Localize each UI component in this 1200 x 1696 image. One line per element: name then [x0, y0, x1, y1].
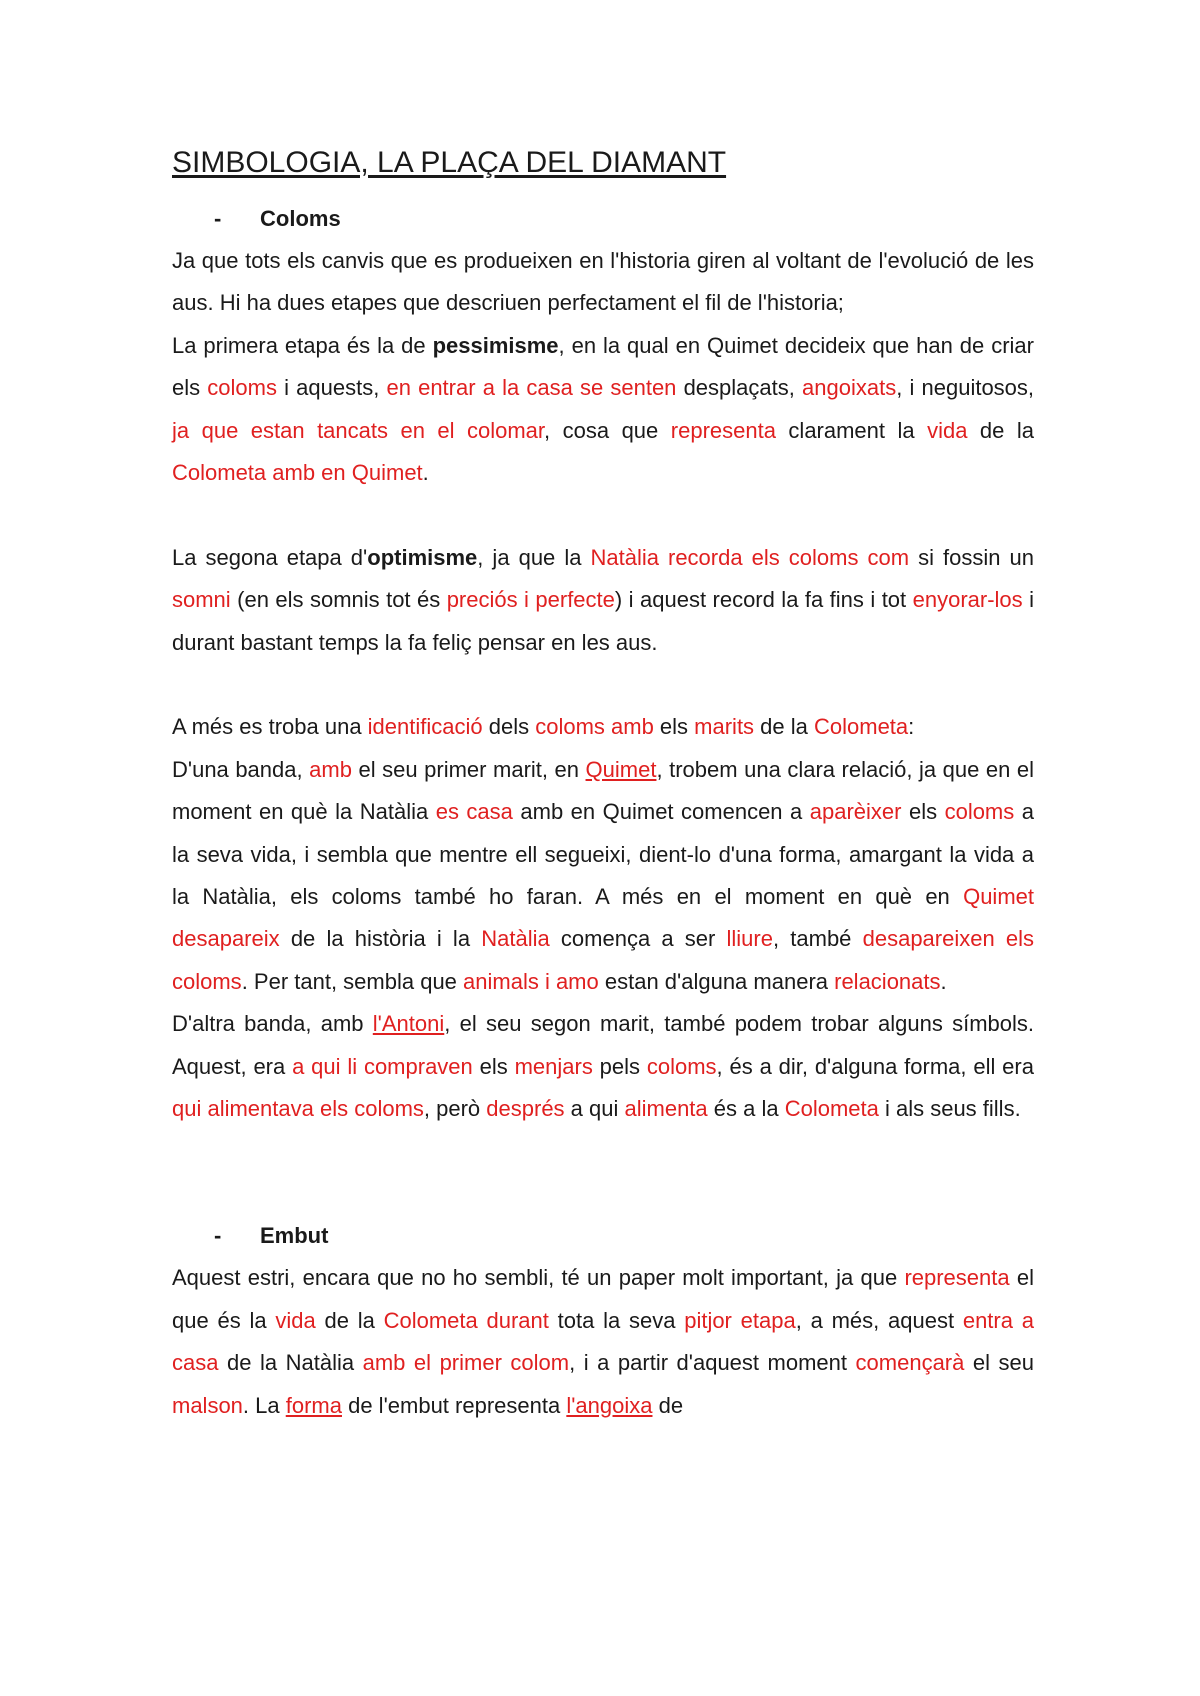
text-run: . Per tant, sembla que	[241, 968, 464, 994]
highlighted-text: a qui li compraven	[292, 1053, 473, 1079]
highlighted-text: malson	[172, 1392, 243, 1418]
text-run: a qui	[564, 1096, 625, 1122]
highlighted-text: preciós i perfecte	[446, 587, 615, 613]
highlighted-text: animals i amo	[463, 968, 599, 994]
section-heading-text: Embut	[260, 1223, 329, 1249]
text-run: La primera etapa és la de	[172, 332, 433, 358]
highlighted-text: Natàlia recorda els coloms com	[590, 544, 910, 570]
text-run: , i neguitosos,	[896, 375, 1035, 401]
text-run: :	[908, 714, 915, 740]
text-run: Ja que tots els canvis que es produeixen en l'historia giren al voltant de l'evolució de les aus. Hi ha dues etapes que descriuen perfectament el fil de l'historia;	[172, 248, 1034, 316]
text-run: de l'embut representa	[341, 1392, 567, 1418]
text-run: a la seva vida, i sembla que mentre ell segueixi, dient-lo d'una forma, amargant la vida a la Natàlia, els coloms també ho faran. A més en el moment en què en	[172, 799, 1034, 910]
paragraph	[172, 240, 1034, 325]
text-run: i als seus fills.	[878, 1096, 1021, 1122]
blank-line	[172, 664, 1034, 706]
text-run: el que és la	[172, 1265, 1034, 1333]
text-run: estan d'alguna manera	[598, 968, 835, 994]
highlighted-text: representa	[904, 1265, 1010, 1291]
highlighted-text: després	[486, 1096, 565, 1122]
text-run: el seu	[964, 1350, 1034, 1376]
highlighted-text: marits	[694, 714, 755, 740]
highlighted-text: Quimet desapareix	[172, 884, 1034, 952]
highlighted-text: amb	[309, 756, 352, 782]
highlighted-text: angoixats	[802, 375, 897, 401]
text-run: , ja que la	[477, 544, 591, 570]
text-run: si fossin un	[909, 544, 1034, 570]
blank-line	[172, 494, 1034, 536]
text-run: .	[940, 968, 947, 994]
text-run: , a més, aquest	[795, 1307, 963, 1333]
highlighted-text: l'angoixa	[566, 1392, 653, 1418]
text-run: comença a ser	[549, 926, 727, 952]
bullet-dash: -	[214, 206, 222, 231]
highlighted-text: Colometa amb en Quimet	[172, 460, 423, 486]
highlighted-text: forma	[285, 1392, 342, 1418]
bullet-dash: -	[214, 1223, 222, 1249]
section-heading	[172, 1215, 1034, 1257]
highlighted-text: coloms amb	[535, 714, 654, 740]
text-run: , és a dir, d'alguna forma, ell era	[716, 1053, 1034, 1079]
text-run: Aquest estri, encara que no ho sembli, té un paper molt important, ja que	[172, 1265, 905, 1291]
highlighted-text: Colometa durant	[383, 1307, 549, 1333]
text-run: i durant bastant temps la fa feliç pensar en les aus.	[172, 587, 1034, 655]
section-heading	[172, 198, 1034, 240]
highlighted-text: menjars	[514, 1053, 593, 1079]
highlighted-text: entra a casa	[172, 1307, 1034, 1376]
paragraph	[172, 1003, 1034, 1130]
text-run: D'una banda,	[172, 756, 310, 782]
highlighted-text: Colometa	[784, 1096, 879, 1122]
highlighted-text: Natàlia	[481, 926, 550, 952]
text-run: desplaçats,	[676, 375, 803, 401]
text-run: els	[653, 714, 695, 740]
text-run: de la	[967, 417, 1034, 443]
text-run: tota la seva	[548, 1307, 685, 1333]
paragraph	[172, 706, 1034, 748]
highlighted-text: coloms	[646, 1053, 717, 1079]
text-run: el seu primer marit, en	[351, 756, 586, 782]
text-run: .	[422, 460, 429, 486]
highlighted-text: amb el primer colom	[362, 1350, 570, 1376]
document-body	[172, 198, 1034, 1427]
highlighted-text: desapareixen els coloms	[172, 926, 1035, 994]
text-run: , però	[423, 1096, 487, 1122]
text-run: clarament la	[775, 417, 928, 443]
section-heading-text: Coloms	[260, 206, 341, 231]
text-run: de la	[754, 714, 814, 740]
highlighted-text: pitjor etapa	[684, 1307, 796, 1333]
highlighted-text: en entrar a la casa se senten	[386, 375, 677, 401]
highlighted-text: aparèixer	[809, 799, 902, 825]
highlighted-text: començarà	[855, 1350, 965, 1376]
highlighted-text: Colometa	[814, 714, 909, 740]
text-run: amb en Quimet comencen a	[512, 799, 810, 825]
text-run: de la Natàlia	[218, 1350, 363, 1376]
highlighted-text: coloms	[944, 799, 1015, 825]
text-run: és a la	[707, 1096, 785, 1122]
text-run: D'altra banda, amb	[172, 1011, 373, 1037]
paragraph	[172, 1257, 1034, 1427]
text-run: els	[901, 799, 945, 825]
paragraph	[172, 537, 1034, 664]
bold-term: optimisme	[367, 544, 478, 570]
text-run: , cosa que	[544, 417, 671, 443]
highlighted-text: ja que estan tancats en el colomar	[172, 417, 545, 443]
highlighted-text: coloms	[207, 375, 277, 401]
text-run: (en els somnis tot és	[230, 587, 447, 613]
document-page	[172, 140, 1034, 1427]
highlighted-text: alimenta	[624, 1096, 708, 1122]
highlighted-text: relacionats	[834, 968, 941, 994]
highlighted-text: lliure	[726, 926, 773, 952]
text-run: pels	[592, 1053, 647, 1079]
highlighted-text: enyorar-los	[912, 587, 1023, 613]
paragraph	[172, 325, 1034, 495]
highlighted-text: l'Antoni	[372, 1011, 445, 1037]
highlighted-text: identificació	[367, 714, 483, 740]
bold-term: pessimisme	[432, 332, 559, 358]
text-run: de	[652, 1392, 684, 1418]
text-run: de la història i la	[279, 926, 482, 952]
text-run: , també	[772, 926, 863, 952]
highlighted-text: representa	[670, 417, 776, 443]
highlighted-text: qui alimentava els coloms	[172, 1096, 424, 1122]
text-run: , en la qual en Quimet decideix que han de criar els	[172, 332, 1034, 401]
text-run: , el seu segon marit, també podem trobar alguns símbols. Aquest, era	[172, 1011, 1034, 1079]
highlighted-text: es casa	[435, 799, 513, 825]
highlighted-text: vida	[927, 417, 968, 443]
text-run: . La	[242, 1392, 286, 1418]
blank-line	[172, 1131, 1034, 1216]
text-run: i aquests,	[276, 375, 387, 401]
text-run: ) i aquest record la fa fins i tot	[614, 587, 913, 613]
text-run: A més es troba una	[172, 714, 368, 740]
text-run: , trobem una clara relació, ja que en el moment en què la Natàlia	[172, 756, 1035, 825]
highlighted-text: somni	[172, 587, 231, 613]
paragraph	[172, 749, 1034, 1003]
highlighted-text: Quimet	[585, 756, 657, 782]
text-run: de la	[315, 1307, 384, 1333]
document-title: SIMBOLOGIA, LA PLAÇA DEL DIAMANT	[172, 146, 727, 179]
text-run: els	[472, 1053, 515, 1079]
highlighted-text: vida	[275, 1307, 316, 1333]
text-run: , i a partir d'aquest moment	[569, 1350, 856, 1376]
text-run: La segona etapa d'	[172, 544, 368, 570]
text-run: dels	[482, 714, 536, 740]
